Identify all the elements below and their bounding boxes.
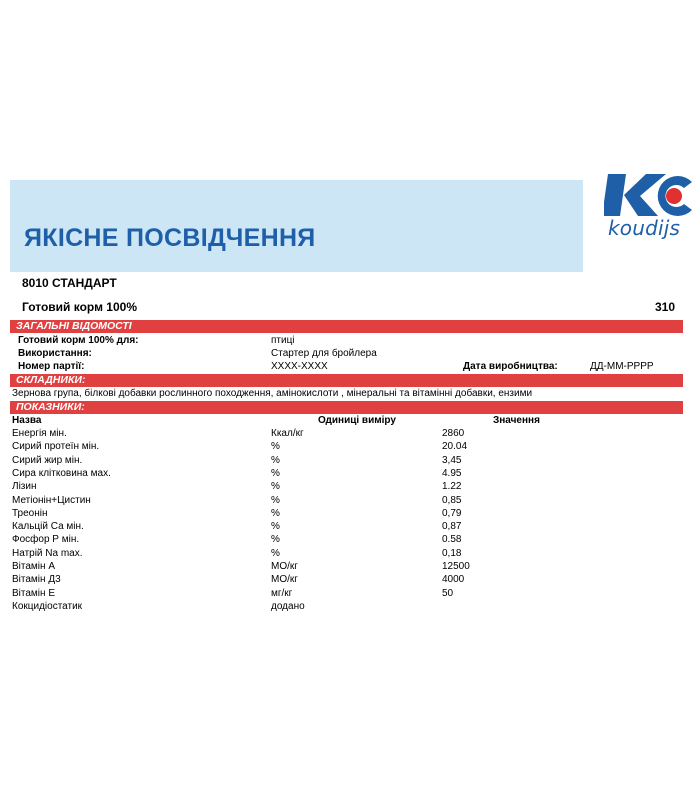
indicator-name: Кокцидіостатик <box>12 600 83 612</box>
indicator-name: Натрій Na max. <box>12 547 83 559</box>
indicator-unit: % <box>271 454 280 466</box>
batch-value: XXXX-XXXX <box>271 361 328 372</box>
indicator-name: Фосфор Р мін. <box>12 534 80 546</box>
section-bar-general <box>10 320 683 333</box>
indicator-name: Вітамін Д3 <box>12 574 61 586</box>
indicator-unit: додано <box>271 600 305 612</box>
indicator-value: 0,79 <box>442 507 462 519</box>
indicator-unit: % <box>271 494 280 506</box>
indicator-name: Метіонін+Цистин <box>12 494 91 506</box>
usage-value: Стартер для бройлера <box>271 348 377 359</box>
indicator-value: 0,87 <box>442 521 462 533</box>
product-name: Готовий корм 100% <box>22 300 138 314</box>
indicator-value: 20.04 <box>442 441 468 453</box>
indicator-value: 0.58 <box>442 534 462 546</box>
indicator-name: Сирий протеїн мін. <box>12 441 100 453</box>
logo-wordmark: koudijs <box>608 216 681 240</box>
indicator-name: Енергія мін. <box>12 428 67 439</box>
indicator-unit: % <box>271 467 280 479</box>
indicator-name: Кальцій Са мін. <box>12 521 84 533</box>
feed-for-value: птиці <box>271 335 295 346</box>
column-header-name: Назва <box>12 415 42 426</box>
feed-for-label: Готовий корм 100% для: <box>18 335 139 346</box>
indicator-name: Сира клітковина мах. <box>12 467 111 479</box>
indicator-name: Лізин <box>12 481 37 493</box>
indicator-unit: % <box>271 547 280 559</box>
column-header-value: Значення <box>493 415 540 426</box>
product-number: 310 <box>654 300 675 314</box>
section-bar-ingredients <box>10 374 683 387</box>
indicator-unit: мг/кг <box>271 587 293 599</box>
indicator-unit: МО/кг <box>271 561 298 572</box>
usage-label: Використання: <box>18 348 92 359</box>
indicator-name: Вітамін Е <box>12 587 55 599</box>
indicator-value: 4000 <box>442 574 465 586</box>
indicator-value: 50 <box>442 587 454 599</box>
batch-label: Номер партії: <box>18 361 85 372</box>
indicator-value: 0,85 <box>442 494 462 506</box>
production-date-value: ДД-ММ-РРРР <box>590 361 654 372</box>
section-bar-indicators <box>10 401 683 414</box>
production-date-label: Дата виробництва: <box>463 361 558 372</box>
indicator-unit: % <box>271 441 280 453</box>
section-label-general: ЗАГАЛЬНІ ВІДОМОСТІ <box>16 320 132 332</box>
indicator-unit: % <box>271 481 280 493</box>
indicator-unit: % <box>271 521 280 533</box>
page-title: ЯКІСНЕ ПОСВІДЧЕННЯ <box>24 224 316 252</box>
column-header-unit: Одиниці виміру <box>318 415 396 426</box>
indicator-unit: % <box>271 534 280 546</box>
indicator-value: 12500 <box>442 561 470 572</box>
indicator-unit: МО/кг <box>271 574 298 586</box>
ingredients-text: Зернова група, білкові добавки рослинного походження, амінокислоти , мінеральні та вітамінні добавки, ензими <box>12 388 533 399</box>
indicator-unit: % <box>271 507 280 519</box>
indicator-value: 4.95 <box>442 467 462 479</box>
product-code: 8010 СТАНДАРТ <box>22 276 117 290</box>
indicator-value: 1.22 <box>442 481 462 493</box>
indicator-name: Сирий жир мін. <box>12 454 83 466</box>
section-label-indicators: ПОКАЗНИКИ: <box>16 401 85 413</box>
indicator-name: Вітамін А <box>12 561 55 572</box>
indicator-value: 3,45 <box>442 454 462 466</box>
indicator-value: 2860 <box>442 428 465 439</box>
indicator-value: 0,18 <box>442 547 462 559</box>
indicator-name: Треонін <box>12 507 48 519</box>
indicator-unit: Ккал/кг <box>271 428 304 439</box>
section-label-ingredients: СКЛАДНИКИ: <box>16 374 86 386</box>
